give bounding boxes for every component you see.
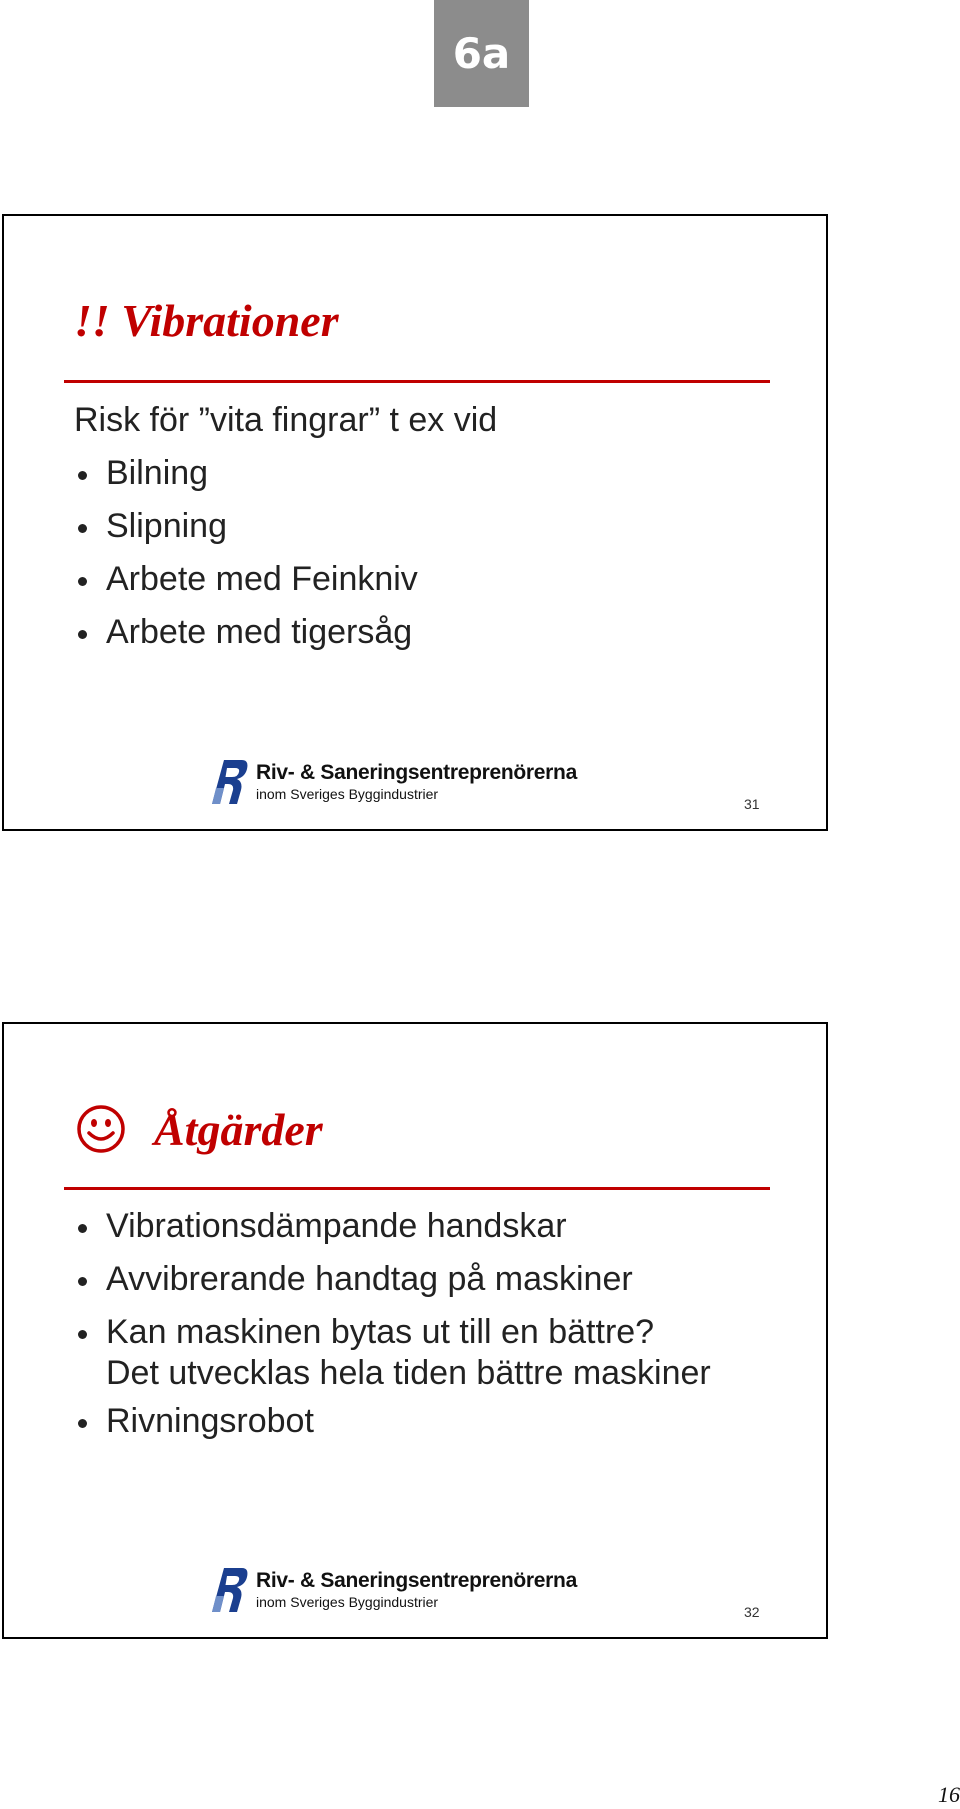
list-item: Slipning [74, 500, 497, 553]
page-tag: 6a [434, 0, 529, 107]
smiley-icon [76, 1104, 126, 1154]
bullet-list [74, 1200, 711, 1448]
logo-text [256, 761, 577, 803]
bullet-list [74, 447, 497, 659]
slide-body [74, 1200, 711, 1448]
slide-title: Åtgärder [154, 1104, 323, 1155]
slide-body [74, 394, 497, 659]
slide-31 [2, 214, 828, 831]
company-logo [212, 1566, 577, 1614]
slide-number: 32 [744, 1604, 760, 1620]
list-item: Rivningsrobot [74, 1395, 711, 1448]
logo-name: Riv- & Saneringsentreprenörerna [256, 1569, 577, 1592]
list-item: Arbete med tigersåg [74, 606, 497, 659]
logo-mark-icon [212, 1566, 250, 1614]
title-rule [64, 380, 770, 383]
logo-mark-icon [212, 758, 250, 806]
slide-32 [2, 1022, 828, 1639]
logo-subtitle: inom Sveriges Byggindustrier [256, 1594, 439, 1610]
list-item: Arbete med Feinkniv [74, 553, 497, 606]
list-item [74, 1306, 711, 1395]
list-item-continuation: Det utvecklas hela tiden bättre maskiner [106, 1354, 711, 1392]
logo-name: Riv- & Saneringsentreprenörerna [256, 761, 577, 784]
intro-text: Risk för ”vita fingrar” t ex vid [74, 401, 498, 439]
list-item: Bilning [74, 447, 497, 500]
list-item: Avvibrerande handtag på maskiner [74, 1253, 711, 1306]
page-number: 16 [938, 1782, 960, 1807]
company-logo [212, 758, 577, 806]
list-item-text: Kan maskinen bytas ut till en bättre? [106, 1313, 655, 1351]
logo-text [256, 1569, 577, 1611]
slide-title: !! Vibrationer [74, 295, 339, 346]
slide-number: 31 [744, 796, 760, 812]
logo-subtitle: inom Sveriges Byggindustrier [256, 786, 439, 802]
list-item: Vibrationsdämpande handskar [74, 1200, 711, 1253]
title-rule [64, 1187, 770, 1190]
